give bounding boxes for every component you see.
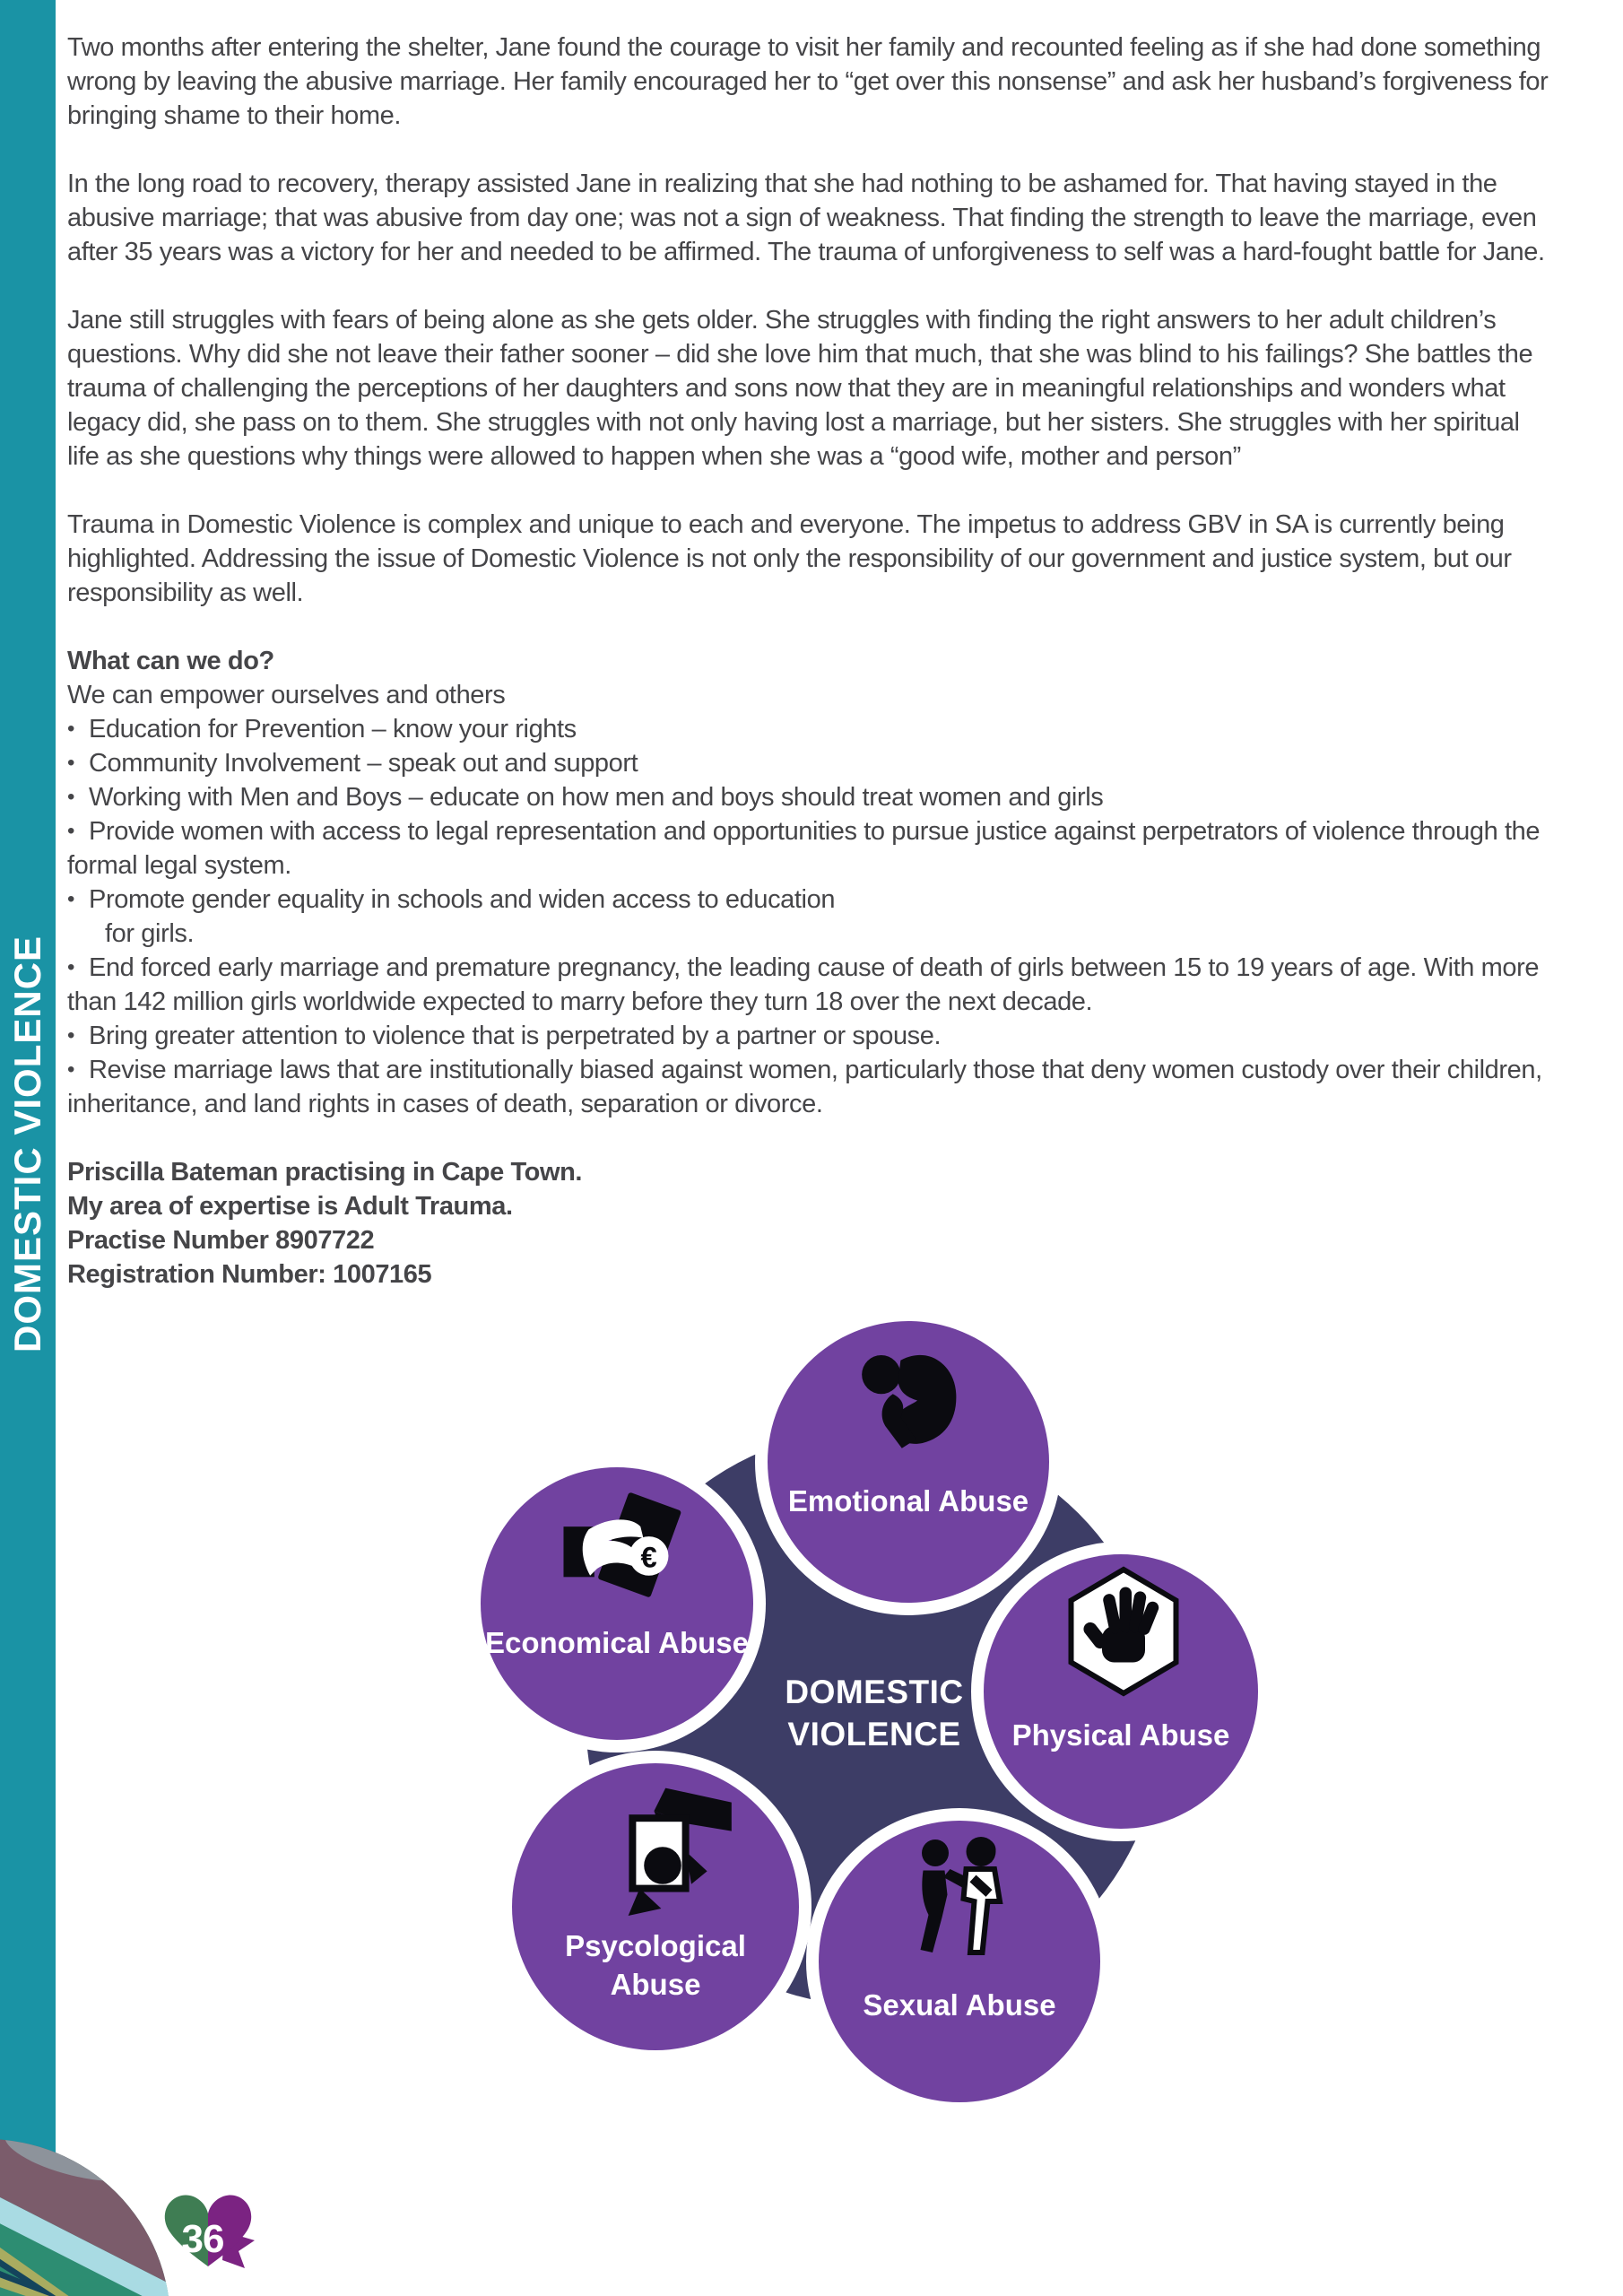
economical-abuse-circle (481, 1467, 753, 1740)
bullet-marker: • (67, 751, 75, 775)
list-item-text: Bring greater attention to violence that is perpetrated by a partner or spouse. (89, 1022, 942, 1050)
list-item-text: Revise marriage laws that are institutionally biased against women, particularly those that deny women custody over their children, inheritance, and land rights in cases of death, separation or divorce. (67, 1056, 1542, 1118)
list-item-text: Working with Men and Boys – educate on how men and boys should treat women and girls (89, 783, 1104, 812)
bullet-marker: • (67, 1023, 75, 1048)
currency-glyph: € (640, 1540, 657, 1574)
list-item-text: End forced early marriage and premature pregnancy, the leading cause of death of girls between 15 to 19 years of age. With more than 142 million girls worldwide expected to marry before they turn 18 over the next decade. (67, 953, 1540, 1016)
sexual-abuse-circle (819, 1821, 1100, 2102)
author-block (67, 1155, 1556, 1292)
list-item-continuation: for girls. (105, 919, 195, 948)
list-item (67, 712, 1556, 746)
circle-label-psycological: Psycological Abuse (565, 1929, 746, 2001)
author-line: Practise Number 8907722 (67, 1226, 375, 1255)
list-item (67, 1019, 1556, 1053)
bullet-marker: • (67, 717, 75, 741)
article-body (67, 30, 1556, 1292)
bullet-marker: • (67, 887, 75, 911)
author-line: My area of expertise is Adult Trauma. (67, 1192, 513, 1221)
circle-label-sexual: Sexual Abuse (863, 1988, 1056, 2022)
paragraph: Two months after entering the shelter, Jane found the courage to visit her family and recounted feeling as if she had done something wrong by leaving the abusive marriage. Her family encouraged her to “get over this nonsense” and ask her husband’s forgiveness for bringing shame to their home. (67, 33, 1549, 130)
page-number-badge (154, 2185, 262, 2279)
bullet-marker: • (67, 955, 75, 979)
page-number: 36 (181, 2217, 224, 2261)
list-item (67, 746, 1556, 780)
bullet-marker: • (67, 1057, 75, 1082)
list-item-text: Provide women with access to legal representation and opportunities to pursue justice against perpetrators of violence through the formal legal system. (67, 817, 1541, 880)
bullet-list (67, 712, 1556, 1121)
diagram-center-label: DOMESTIC VIOLENCE (785, 1674, 964, 1752)
circle-label-emotional: Emotional Abuse (787, 1484, 1029, 1518)
sidebar-vertical-title: DOMESTIC VIOLENCE (6, 935, 48, 1352)
author-line: Registration Number: 1007165 (67, 1260, 432, 1289)
paragraph: Jane still struggles with fears of being alone as she gets older. She struggles with finding the right answers to her adult children’s questions. Why did she not leave their father sooner – did she love him that much, that she was blind to his failings? She battles the trauma of challenging the perceptions of her daughters and sons now that they are in meaningful relationships and wonders what legacy did, she pass on to them. She struggles with not only having lost a marriage, but her sisters. She struggles with her spiritual life as she questions why things were allowed to happen when she was a “good wife, mother and person” (67, 306, 1533, 471)
circle-label-physical: Physical Abuse (1011, 1718, 1230, 1752)
bullet-marker: • (67, 785, 75, 809)
list-item (67, 951, 1556, 1019)
stop-hand-icon (1072, 1570, 1176, 1693)
sidebar-band (0, 0, 56, 2296)
list-item-text: Education for Prevention – know your rights (89, 715, 577, 744)
list-item (67, 1053, 1556, 1121)
paragraph: In the long road to recovery, therapy assisted Jane in realizing that she had nothing to be ashamed for. That having stayed in the abusive marriage; that was abusive from day one; was not a sign of weakness. That finding the strength to leave the marriage, even after 35 years was a victory for her and needed to be affirmed. The trauma of unforgiveness to self was a hard-fought battle for Jane. (67, 170, 1545, 266)
list-item-text: Promote gender equality in schools and widen access to education (89, 885, 836, 914)
bullet-marker: • (67, 819, 75, 843)
section-heading: What can we do? (67, 647, 274, 675)
list-item-text: Community Involvement – speak out and support (89, 749, 638, 778)
list-item (67, 780, 1556, 814)
author-line: Priscilla Bateman practising in Cape Town. (67, 1158, 583, 1187)
abuse-wheel-diagram (421, 1274, 1300, 2126)
paragraph: Trauma in Domestic Violence is complex and unique to each and everyone. The impetus to address GBV in SA is currently being highlighted. Addressing the issue of Domestic Violence is not only the responsibility of our government and justice system, but our responsibility as well. (67, 510, 1512, 607)
list-item (67, 814, 1556, 883)
section-intro: We can empower ourselves and others (67, 681, 506, 709)
list-item (67, 883, 1556, 917)
circle-label-economical: Economical Abuse (484, 1626, 750, 1659)
